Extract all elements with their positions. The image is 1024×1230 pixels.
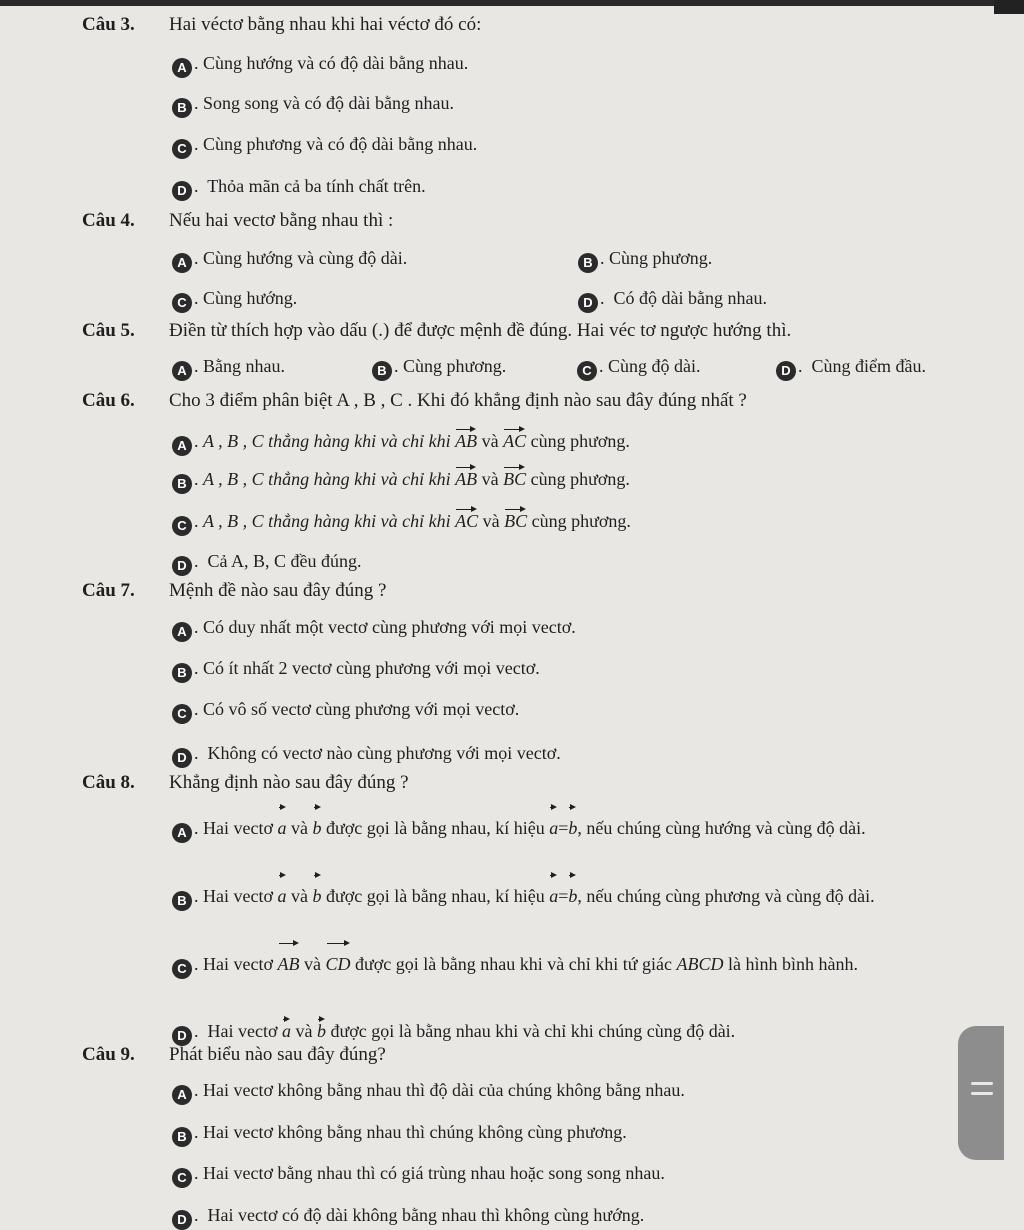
q5-option-b[interactable]: B . Cùng phương. bbox=[372, 357, 506, 381]
vector-b: b bbox=[568, 804, 577, 846]
q4-option-c[interactable]: C . Cùng hướng. bbox=[172, 289, 297, 313]
vector-cd: CD bbox=[326, 940, 351, 982]
conjunction: và bbox=[295, 1021, 313, 1041]
option-text: Hai vectơ bbox=[203, 818, 273, 838]
option-text: Không có vectơ nào cùng phương với mọi vectơ. bbox=[207, 743, 561, 763]
q9-option-a[interactable]: A . Hai vectơ không bằng nhau thì độ dài của chúng không bằng nhau. bbox=[172, 1081, 685, 1105]
equals-sign: = bbox=[558, 818, 569, 838]
vector-b: b bbox=[317, 1016, 326, 1040]
q5-option-d[interactable]: D . Cùng điểm đầu. bbox=[776, 357, 926, 381]
q4-option-a[interactable]: A . Cùng hướng và cùng độ dài. bbox=[172, 249, 407, 273]
question-stem: Nếu hai vectơ bằng nhau thì : bbox=[169, 210, 394, 231]
conjunction: và bbox=[291, 886, 308, 906]
q6-option-c[interactable]: C . A , B , C thẳng hàng khi và chỉ khi AC và BC cùng phương. bbox=[172, 506, 631, 536]
q9-option-d[interactable]: D . Hai vectơ có độ dài không bằng nhau thì không cùng hướng. bbox=[172, 1206, 644, 1230]
option-text: Song song và có độ dài bằng nhau. bbox=[203, 93, 454, 113]
question-number: Câu 8. bbox=[82, 772, 135, 793]
option-b-badge: B bbox=[172, 663, 192, 683]
quadrilateral-label: ABCD bbox=[676, 954, 724, 974]
vector-b: b bbox=[568, 872, 577, 914]
conjunction: và bbox=[481, 469, 499, 489]
q6-option-d[interactable]: D . Cả A, B, C đều đúng. bbox=[172, 552, 362, 576]
conjunction: và bbox=[482, 511, 500, 531]
q7-option-b[interactable]: B . Có ít nhất 2 vectơ cùng phương với mọi vectơ. bbox=[172, 659, 540, 683]
option-a-badge: A bbox=[172, 622, 192, 642]
q3-option-d[interactable]: D . Thỏa mãn cả ba tính chất trên. bbox=[172, 177, 426, 201]
option-text: Cùng độ dài. bbox=[608, 356, 701, 376]
question-stem: Phát biểu nào sau đây đúng? bbox=[169, 1044, 386, 1065]
option-text: Cùng phương. bbox=[609, 248, 713, 268]
option-text: Hai vectơ bbox=[203, 954, 273, 974]
option-text: được gọi là bằng nhau, kí hiệu bbox=[326, 818, 545, 838]
vector-a: a bbox=[278, 872, 287, 914]
grip-line-icon bbox=[971, 1092, 993, 1095]
option-text-end: cùng phương. bbox=[530, 431, 630, 451]
question-stem: Cho 3 điểm phân biệt A , B , C . Khi đó khẳng định nào sau đây đúng nhất ? bbox=[169, 390, 747, 411]
conjunction: và bbox=[291, 818, 308, 838]
option-text: Cùng hướng và có độ dài bằng nhau. bbox=[203, 53, 469, 73]
option-text: Hai vectơ bbox=[207, 1021, 278, 1041]
q3-option-b[interactable]: B . Song song và có độ dài bằng nhau. bbox=[172, 94, 454, 118]
option-d-badge: D bbox=[172, 181, 192, 201]
option-text: Có độ dài bằng nhau. bbox=[613, 288, 767, 308]
option-c-badge: C bbox=[172, 1168, 192, 1188]
option-c-badge: C bbox=[577, 361, 597, 381]
option-text: Hai vectơ không bằng nhau thì độ dài của chúng không bằng nhau. bbox=[203, 1080, 685, 1100]
option-text-end: , nếu chúng cùng hướng và cùng độ dài. bbox=[577, 818, 866, 838]
equals-sign: = bbox=[558, 886, 569, 906]
q8-option-d[interactable]: D . Hai vectơ a và b được gọi là bằng nhau khi và chỉ khi chúng cùng độ dài. bbox=[172, 1016, 735, 1046]
q7-option-d[interactable]: D . Không có vectơ nào cùng phương với mọi vectơ. bbox=[172, 744, 561, 768]
q7-option-c[interactable]: C . Có vô số vectơ cùng phương với mọi vectơ. bbox=[172, 700, 519, 724]
question-number: Câu 5. bbox=[82, 320, 135, 341]
option-c-badge: C bbox=[172, 293, 192, 313]
option-c-badge: C bbox=[172, 704, 192, 724]
q9-option-b[interactable]: B . Hai vectơ không bằng nhau thì chúng không cùng phương. bbox=[172, 1123, 627, 1147]
option-b-badge: B bbox=[578, 253, 598, 273]
option-d-badge: D bbox=[172, 1026, 192, 1046]
vector-ac: AC bbox=[455, 506, 478, 530]
option-text: Thỏa mãn cả ba tính chất trên. bbox=[207, 176, 426, 196]
option-text: Có ít nhất 2 vectơ cùng phương với mọi vectơ. bbox=[203, 658, 540, 678]
option-text-end: , nếu chúng cùng phương và cùng độ dài. bbox=[577, 886, 875, 906]
option-b-badge: B bbox=[172, 891, 192, 911]
vector-ab: AB bbox=[455, 464, 477, 488]
vector-a: a bbox=[282, 1016, 291, 1040]
vector-b: b bbox=[313, 804, 322, 846]
option-text: Cùng phương và có độ dài bằng nhau. bbox=[203, 134, 478, 154]
option-b-badge: B bbox=[372, 361, 392, 381]
q6-option-a[interactable]: A . A , B , C thẳng hàng khi và chỉ khi AB và AC cùng phương. bbox=[172, 426, 630, 456]
q9-option-c[interactable]: C . Hai vectơ bằng nhau thì có giá trùng nhau hoặc song song nhau. bbox=[172, 1164, 665, 1188]
option-d-badge: D bbox=[172, 748, 192, 768]
option-c-badge: C bbox=[172, 516, 192, 536]
option-text: Hai vectơ có độ dài không bằng nhau thì không cùng hướng. bbox=[207, 1205, 645, 1225]
vector-bc: BC bbox=[503, 464, 526, 488]
option-b-badge: B bbox=[172, 1127, 192, 1147]
conjunction: và bbox=[304, 954, 321, 974]
q7-option-a[interactable]: A . Có duy nhất một vectơ cùng phương với mọi vectơ. bbox=[172, 618, 576, 642]
vector-ab: AB bbox=[278, 940, 300, 982]
vector-bc: BC bbox=[504, 506, 527, 530]
vector-a: a bbox=[549, 872, 558, 914]
option-a-badge: A bbox=[172, 361, 192, 381]
option-text: được gọi là bằng nhau khi và chỉ khi tứ giác bbox=[355, 954, 672, 974]
option-text: Cùng hướng. bbox=[203, 288, 298, 308]
option-text-end: cùng phương. bbox=[531, 511, 631, 531]
option-text-end: cùng phương. bbox=[530, 469, 630, 489]
option-text: A , B , C thẳng hàng khi và chỉ khi bbox=[203, 431, 451, 451]
vector-a: a bbox=[549, 804, 558, 846]
conjunction: và bbox=[481, 431, 499, 451]
question-number: Câu 6. bbox=[82, 390, 135, 411]
option-text: Cùng điểm đầu. bbox=[811, 356, 926, 376]
question-stem: Hai véctơ bằng nhau khi hai véctơ đó có: bbox=[169, 14, 482, 35]
option-a-badge: A bbox=[172, 253, 192, 273]
option-d-badge: D bbox=[776, 361, 796, 381]
scroll-handle[interactable] bbox=[958, 1026, 1004, 1160]
option-a-badge: A bbox=[172, 823, 192, 843]
option-text: A , B , C thẳng hàng khi và chỉ khi bbox=[203, 469, 451, 489]
option-text: Cả A, B, C đều đúng. bbox=[207, 551, 362, 571]
q5-option-c[interactable]: C . Cùng độ dài. bbox=[577, 357, 701, 381]
q8-option-c[interactable]: C . Hai vectơ AB và CD được gọi là bằng nhau khi và chỉ khi tứ giác ABCD là hình bình hành. bbox=[172, 940, 982, 982]
option-d-badge: D bbox=[172, 556, 192, 576]
vector-ab: AB bbox=[455, 426, 477, 450]
option-text: Hai vectơ không bằng nhau thì chúng không cùng phương. bbox=[203, 1122, 627, 1142]
option-text: Cùng hướng và cùng độ dài. bbox=[203, 248, 408, 268]
option-a-badge: A bbox=[172, 1085, 192, 1105]
option-text: được gọi là bằng nhau, kí hiệu bbox=[326, 886, 545, 906]
option-text: A , B , C thẳng hàng khi và chỉ khi bbox=[203, 511, 451, 531]
grip-line-icon bbox=[971, 1082, 993, 1085]
option-d-badge: D bbox=[172, 1210, 192, 1230]
question-number: Câu 7. bbox=[82, 580, 135, 601]
vector-a: a bbox=[278, 804, 287, 846]
option-b-badge: B bbox=[172, 474, 192, 494]
q3-option-c[interactable]: C . Cùng phương và có độ dài bằng nhau. bbox=[172, 135, 477, 159]
option-text: Có duy nhất một vectơ cùng phương với mọi vectơ. bbox=[203, 617, 576, 637]
question-stem: Điền từ thích hợp vào dấu (.) để được mệnh đề đúng. Hai véc tơ ngược hướng thì. bbox=[169, 320, 792, 341]
question-number: Câu 3. bbox=[82, 14, 135, 35]
option-c-badge: C bbox=[172, 959, 192, 979]
q3-option-a[interactable]: A . Cùng hướng và có độ dài bằng nhau. bbox=[172, 54, 468, 78]
option-text: Hai vectơ bằng nhau thì có giá trùng nhau hoặc song song nhau. bbox=[203, 1163, 665, 1183]
q8-option-a[interactable]: A . Hai vectơ a và b được gọi là bằng nhau, kí hiệu a=b, nếu chúng cùng hướng và cùng độ dài. bbox=[172, 804, 982, 846]
option-text: Cùng phương. bbox=[403, 356, 507, 376]
q4-option-b[interactable]: B . Cùng phương. bbox=[578, 249, 712, 273]
vector-b: b bbox=[313, 872, 322, 914]
question-number: Câu 9. bbox=[82, 1044, 135, 1065]
option-text: Bằng nhau. bbox=[203, 356, 285, 376]
option-a-badge: A bbox=[172, 436, 192, 456]
question-number: Câu 4. bbox=[82, 210, 135, 231]
option-a-badge: A bbox=[172, 58, 192, 78]
worksheet-page bbox=[0, 6, 1024, 1227]
option-text-end: được gọi là bằng nhau khi và chỉ khi chúng cùng độ dài. bbox=[330, 1021, 736, 1041]
option-b-badge: B bbox=[172, 98, 192, 118]
q6-option-b[interactable]: B . A , B , C thẳng hàng khi và chỉ khi AB và BC cùng phương. bbox=[172, 464, 630, 494]
option-text: Có vô số vectơ cùng phương với mọi vectơ. bbox=[203, 699, 520, 719]
q4-option-d[interactable]: D . Có độ dài bằng nhau. bbox=[578, 289, 767, 313]
question-stem: Mệnh đề nào sau đây đúng ? bbox=[169, 580, 387, 601]
q8-option-b[interactable]: B . Hai vectơ a và b được gọi là bằng nhau, kí hiệu a=b, nếu chúng cùng phương và cùng độ dài. bbox=[172, 872, 982, 914]
vector-ac: AC bbox=[503, 426, 526, 450]
option-text: Hai vectơ bbox=[203, 886, 273, 906]
option-text-end: là hình bình hành. bbox=[727, 954, 858, 974]
option-d-badge: D bbox=[578, 293, 598, 313]
option-c-badge: C bbox=[172, 139, 192, 159]
question-stem: Khẳng định nào sau đây đúng ? bbox=[169, 772, 409, 793]
q5-option-a[interactable]: A . Bằng nhau. bbox=[172, 357, 285, 381]
